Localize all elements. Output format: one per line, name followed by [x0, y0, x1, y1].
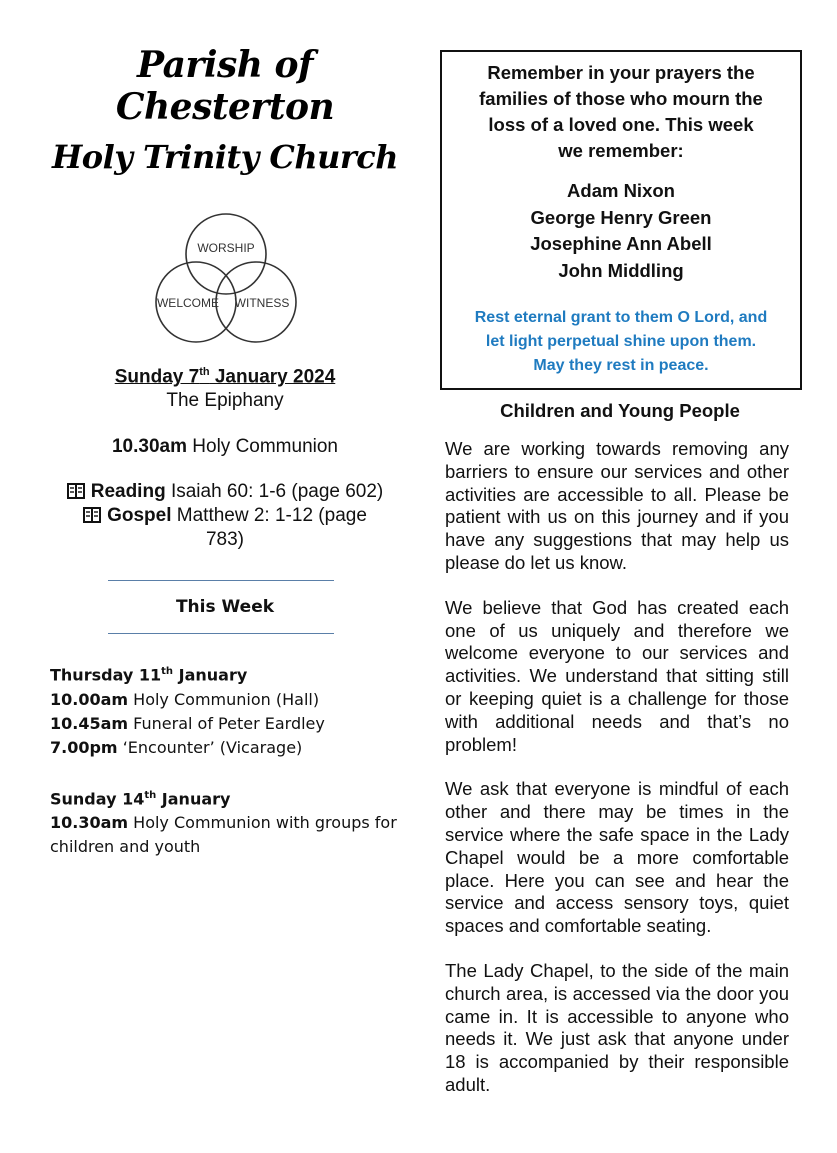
children-paragraph: We ask that everyone is mindful of each other and there may be times in the service where the safe space in the Lady Chapel would be a more comfortable place. Here you can see and hear the service and access sensory toys, quiet spaces and comfortable seating.: [445, 778, 789, 937]
event-item-cont: children and youth: [50, 836, 201, 856]
remembered-name: George Henry Green: [530, 206, 712, 228]
divider-top: [108, 580, 334, 581]
children-heading: Children and Young People: [500, 400, 740, 421]
children-paragraph: The Lady Chapel, to the side of the main church area, is accessed via the door you came in. It is accessible to anyone who needs it. We just ask that anyone under 18 is accompanied by their responsible adult.: [445, 959, 789, 1095]
event-text: Funeral of Peter Eardley: [128, 713, 325, 733]
event-item: [50, 811, 410, 835]
event-time: 10.45am: [50, 713, 129, 733]
prayers-intro-line: we remember:: [558, 140, 684, 161]
event-item: [50, 688, 410, 712]
church-title: Holy Trinity Church: [51, 138, 398, 176]
event-day-prefix: Thursday 11: [50, 665, 162, 685]
prayers-intro-line: loss of a loved one. This week: [488, 114, 754, 135]
occasion: The Epiphany: [166, 390, 284, 412]
children-paragraph: We believe that God has created each one of us uniquely and therefore we welcome everyone to our services and activities. We understand that sitting still or keeping quiet is a challenge for those with additional needs and that’s no problem!: [445, 596, 789, 755]
book-icon: [67, 483, 85, 499]
rest-eternal-prayer: [452, 306, 790, 378]
logo-witness-text: WITNESS: [234, 296, 290, 310]
event-day-sup: th: [144, 789, 157, 801]
remembered-name: Josephine Ann Abell: [530, 233, 712, 254]
sunday-date-suffix: January 2024: [209, 366, 336, 388]
service-name: Holy Communion: [187, 436, 338, 458]
event-day-suffix: January: [156, 788, 231, 808]
left-column: [40, 40, 410, 859]
logo-worship-text: WORSHIP: [197, 241, 255, 255]
remembered-name: Adam Nixon: [567, 180, 675, 201]
event-text: ‘Encounter’ (Vicarage): [117, 737, 303, 757]
reading-line: [40, 480, 410, 504]
prayers-intro-line: Remember in your prayers the: [487, 62, 755, 83]
prayers-intro: [452, 60, 790, 164]
sunday-date: [40, 366, 410, 388]
event-item: [50, 736, 410, 760]
rest-line: May they rest in peace.: [533, 357, 709, 374]
logo-welcome-text: WELCOME: [156, 296, 220, 310]
remembered-names: [452, 178, 790, 284]
right-column: [440, 50, 820, 1115]
event-text: Holy Communion with groups for: [128, 812, 397, 832]
rest-line: Rest eternal grant to them O Lord, and: [474, 309, 768, 326]
gospel-page: 783): [205, 529, 245, 551]
this-week-events: [50, 660, 410, 859]
sunday-date-prefix: Sunday 7: [114, 366, 200, 388]
event-day: [50, 784, 410, 811]
event-day-prefix: Sunday 14: [50, 788, 145, 808]
gospel-label: Gospel: [107, 505, 172, 527]
prayers-box: [440, 50, 802, 390]
event-text: Holy Communion (Hall): [128, 689, 320, 709]
event-day-sup: th: [161, 666, 174, 678]
reading-text: Isaiah 60: 1-6 (page 602): [165, 481, 384, 503]
event-time: 10.00am: [50, 689, 129, 709]
rest-line: let light perpetual shine upon them.: [485, 333, 757, 350]
reading-label: Reading: [90, 481, 166, 503]
prayers-intro-line: families of those who mourn the: [479, 88, 763, 109]
this-week-heading: This Week: [175, 597, 275, 618]
children-paragraph: We are working towards removing any barriers to ensure our services and other activities are accessible to all. Please be patient with us on this journey and if you have any suggestions that may help us please do let us know.: [445, 438, 789, 573]
event-time: 10.30am: [50, 812, 129, 832]
event-day: [50, 660, 410, 687]
service-time: 10.30am: [111, 436, 187, 458]
event-gap: [50, 760, 410, 784]
book-icon: [83, 507, 101, 523]
event-time: 7.00pm: [50, 737, 118, 757]
sunday-date-sup: th: [199, 366, 210, 378]
event-day-suffix: January: [173, 665, 248, 685]
worship-welcome-witness-logo: [140, 202, 310, 352]
readings: [40, 480, 410, 552]
gospel-line: [40, 504, 410, 528]
main-service: [40, 436, 410, 458]
remembered-name: John Middling: [558, 259, 684, 281]
event-item: [50, 712, 410, 736]
gospel-text: Matthew 2: 1-12 (page: [171, 505, 367, 527]
divider-bottom: [108, 633, 334, 634]
parish-title: Parish of Chesterton: [115, 44, 335, 128]
